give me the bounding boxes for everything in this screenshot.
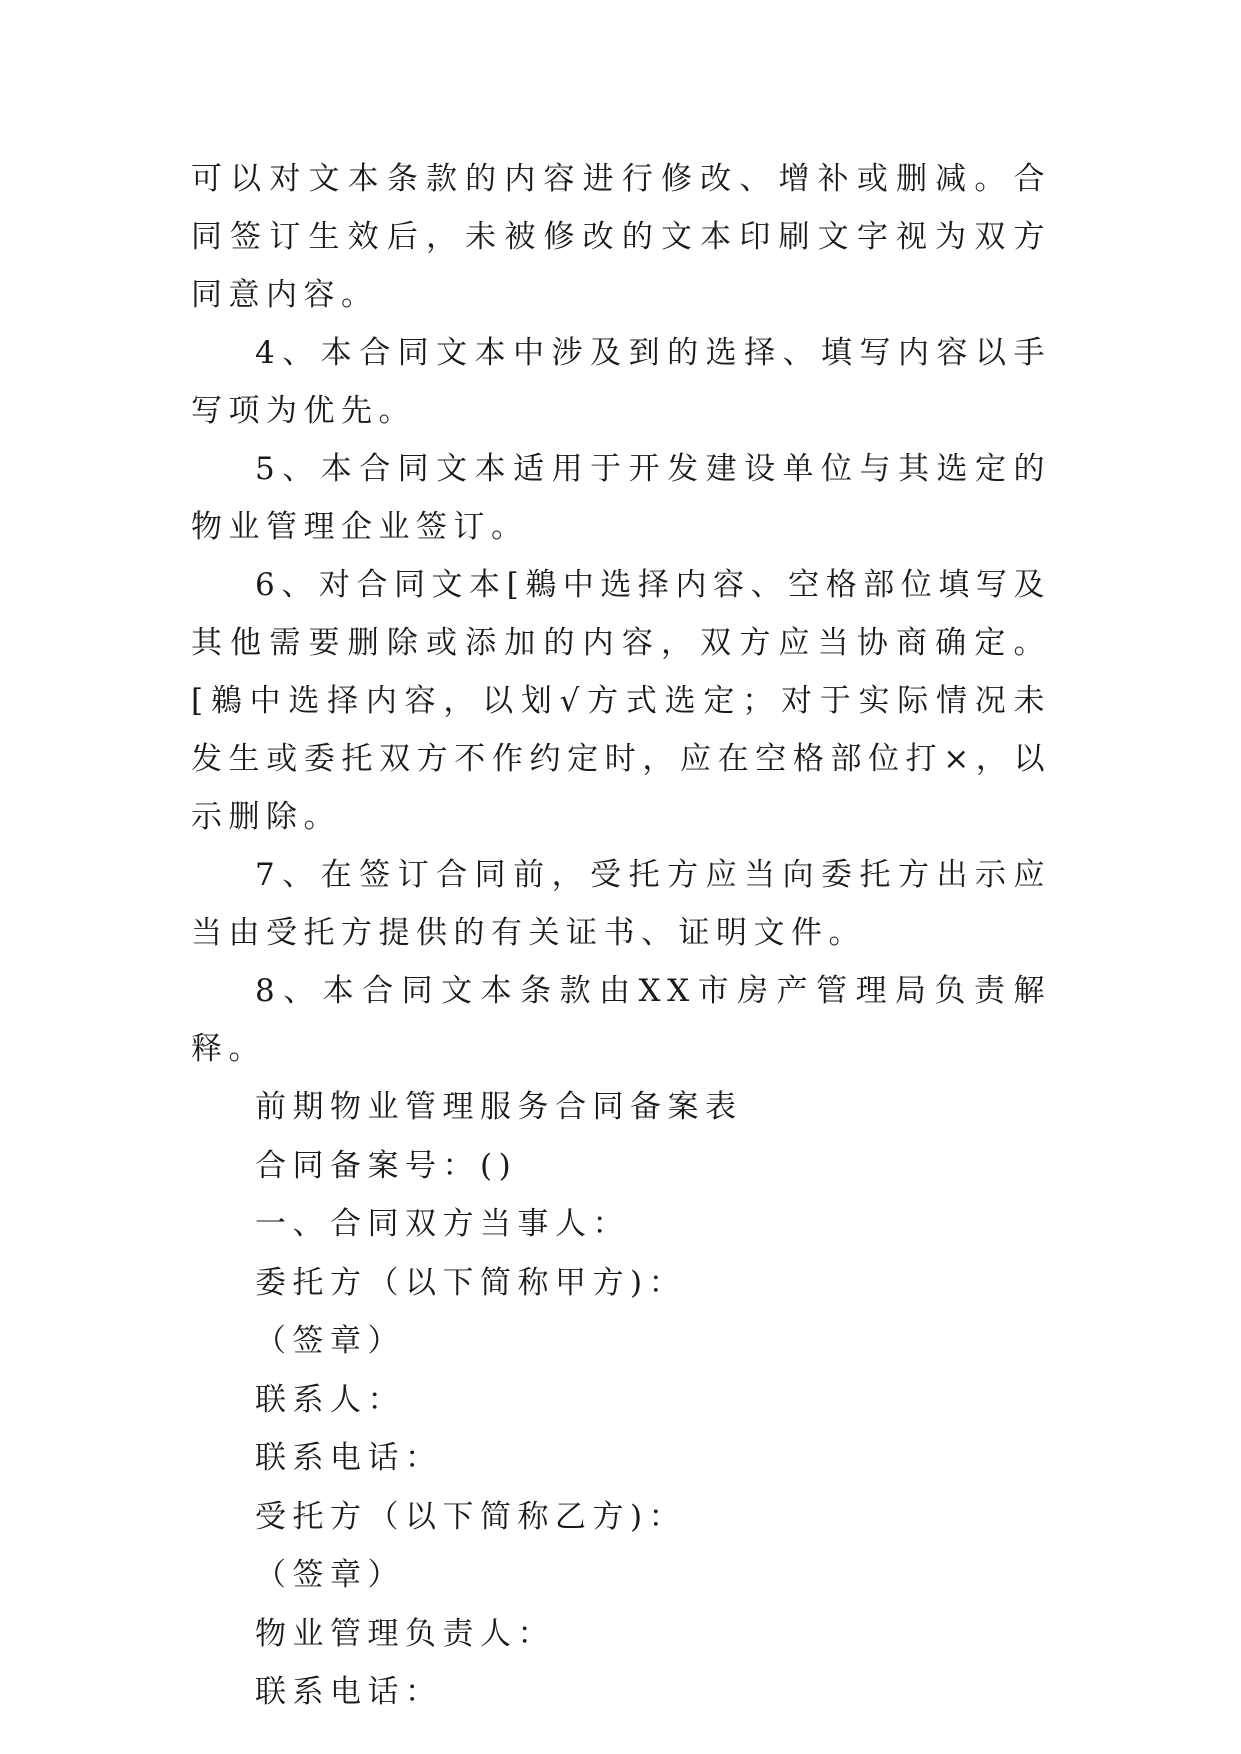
paragraph-continuation: 可以对文本条款的内容进行修改、增补或删减。合同签订生效后，未被修改的文本印刷文字视为双方同意内容。 <box>191 161 1051 313</box>
form-title: 前期物业管理服务合同备案表 <box>255 1089 743 1125</box>
document-page <box>191 150 1051 1722</box>
party-b-manager-field: 物业管理负责人： <box>255 1615 555 1652</box>
clause-6: 6、对合同文本[鵜中选择内容、空格部位填写及其他需要删除或添加的内容，双方应当协商确定。[鵜中选择内容，以划√方式选定；对于实际情况未发生或委托双方不作约定时，应在空格部位打×，以示删除。 <box>191 567 1051 835</box>
record-number-field: 合同备案号：() <box>255 1147 518 1184</box>
clause-5: 5、本合同文本适用于开发建设单位与其选定的物业管理企业签订。 <box>191 451 1051 545</box>
clause-7: 7、在签订合同前，受托方应当向委托方出示应当由受托方提供的有关证书、证明文件。 <box>191 857 1051 951</box>
party-b-label: 受托方（以下简称乙方)： <box>255 1498 687 1535</box>
party-a-label: 委托方（以下简称甲方)： <box>255 1264 687 1301</box>
clause-4: 4、本合同文本中涉及到的选择、填写内容以手写项为优先。 <box>191 335 1051 429</box>
party-a-phone-field: 联系电话： <box>255 1440 443 1476</box>
clause-8: 8、本合同文本条款由XX市房产管理局负责解释。 <box>191 973 1051 1067</box>
party-b-seal: （签章） <box>255 1557 405 1593</box>
party-a-contact-field: 联系人： <box>255 1381 405 1418</box>
party-a-seal: （签章） <box>255 1323 405 1359</box>
party-b-phone-field: 联系电话： <box>255 1674 443 1710</box>
section-parties-heading: 一、合同双方当事人： <box>255 1206 630 1242</box>
